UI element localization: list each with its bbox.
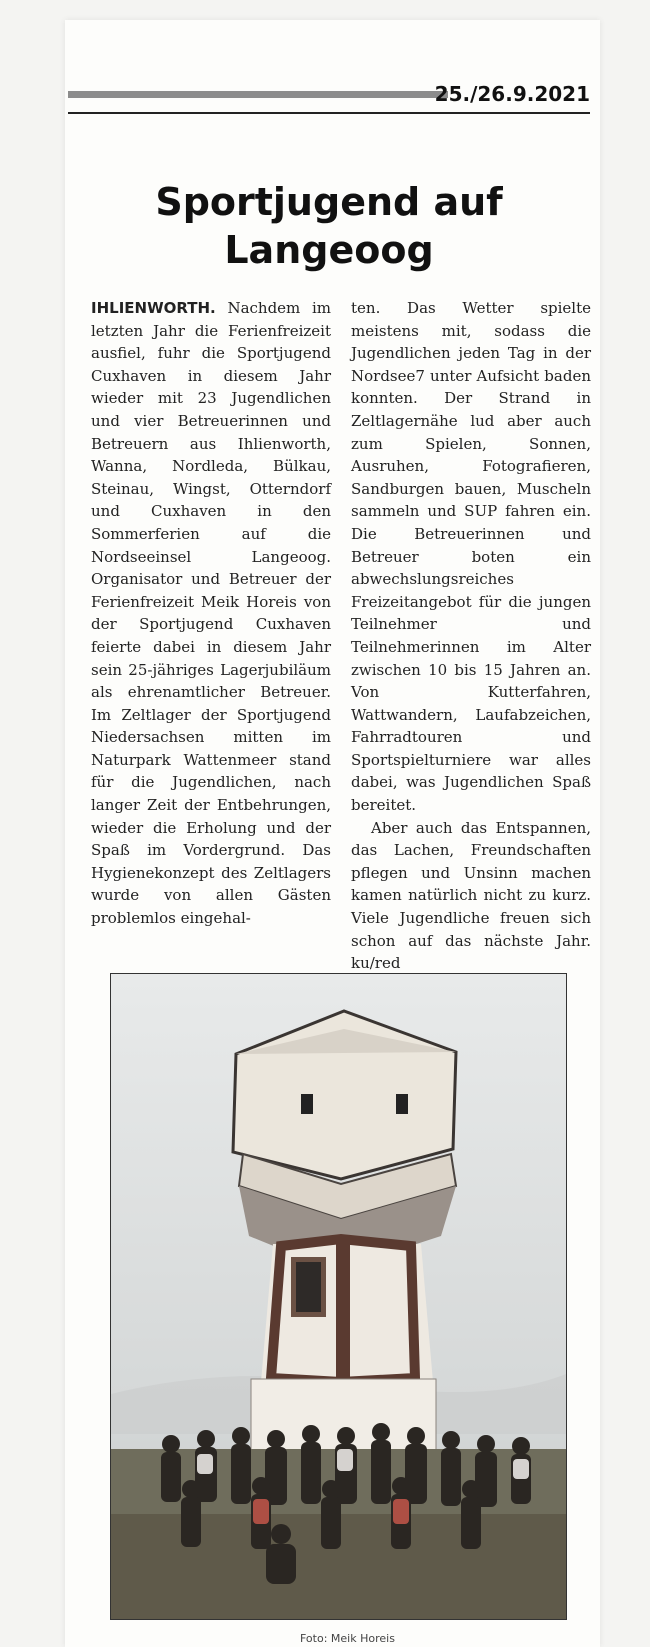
article-paragraph — [91, 297, 331, 930]
paragraph-text: Nachdem im letzten Jahr die Ferienfreizeit ausfiel, fuhr die Sportjugend Cuxhaven in diesem Jahr wieder mit 23 Jugendlichen und vier Betreuerinnen und Betreuern aus Ihlienworth, Wanna, Nordleda, Bülkau, Steinau, Wingst, Otterndorf und Cuxhaven in den Sommerferien auf die Nordseeinsel Langeoog. Organisator und Betreuer der Ferienfreizeit Meik Horeis von der Sportjugend Cuxhaven feierte dabei in diesem Jahr sein 25-jähriges Lagerjubiläum als ehrenamtlicher Betreuer. Im Zeltlager der Sportjugend Niedersachsen mitten im Naturpark Wattenmeer stand für die Jugendlichen, nach langer Zeit der Entbehrungen, wieder die Erholung und der Spaß im Vordergrund. Das Hygienekonzept des Zeltlagers wurde von allen Gästen problemlos eingehal- — [91, 299, 331, 928]
date-header — [68, 84, 590, 114]
photo-caption: Foto: Meik Horeis — [300, 1632, 395, 1645]
article-paragraph: ten. Das Wetter spielte meistens mit, sodass die Jugendlichen jeden Tag in der Nordsee7 unter Aufsicht baden konnten. Der Strand in Zeltlagernähe lud aber auch zum Spielen, Sonnen, Ausruhen, Fotografieren, Sandburgen bauen, Muscheln sammeln und SUP fahren ein. Die Betreuerinnen und Betreuer boten ein abwechslungsreiches Freizeitangebot für die jungen Teilnehmer und Teilnehmerinnen im Alter zwischen 10 bis 15 Jahren an. Von Kutterfahren, Wattwandern, Laufabzeichen, Fahrradtouren und Sportspielturniere war alles dabei, was Jugendlichen Spaß bereitet. — [351, 299, 591, 815]
article-paragraph: Aber auch das Entspannen, das Lachen, Freundschaften pflegen und Unsinn machen kamen natürlich nicht zu kurz. Viele Jugendliche freuen sich schon auf das nächste Jahr. ku/red — [351, 818, 591, 973]
article-photo — [110, 973, 567, 1620]
window-left — [301, 1094, 313, 1114]
article-headline — [68, 178, 590, 274]
window-right — [396, 1094, 408, 1114]
article-column-left — [91, 297, 331, 930]
header-rule — [68, 91, 448, 98]
issue-date: 25./26.9.2021 — [434, 82, 590, 106]
water-tower-group-photo — [111, 974, 566, 1619]
dateline: IHLIENWORTH. — [91, 299, 216, 317]
headline-line-1: Sportjugend auf — [155, 180, 503, 224]
headline-line-2: Langeoog — [224, 228, 434, 272]
article-column-right — [351, 297, 591, 975]
